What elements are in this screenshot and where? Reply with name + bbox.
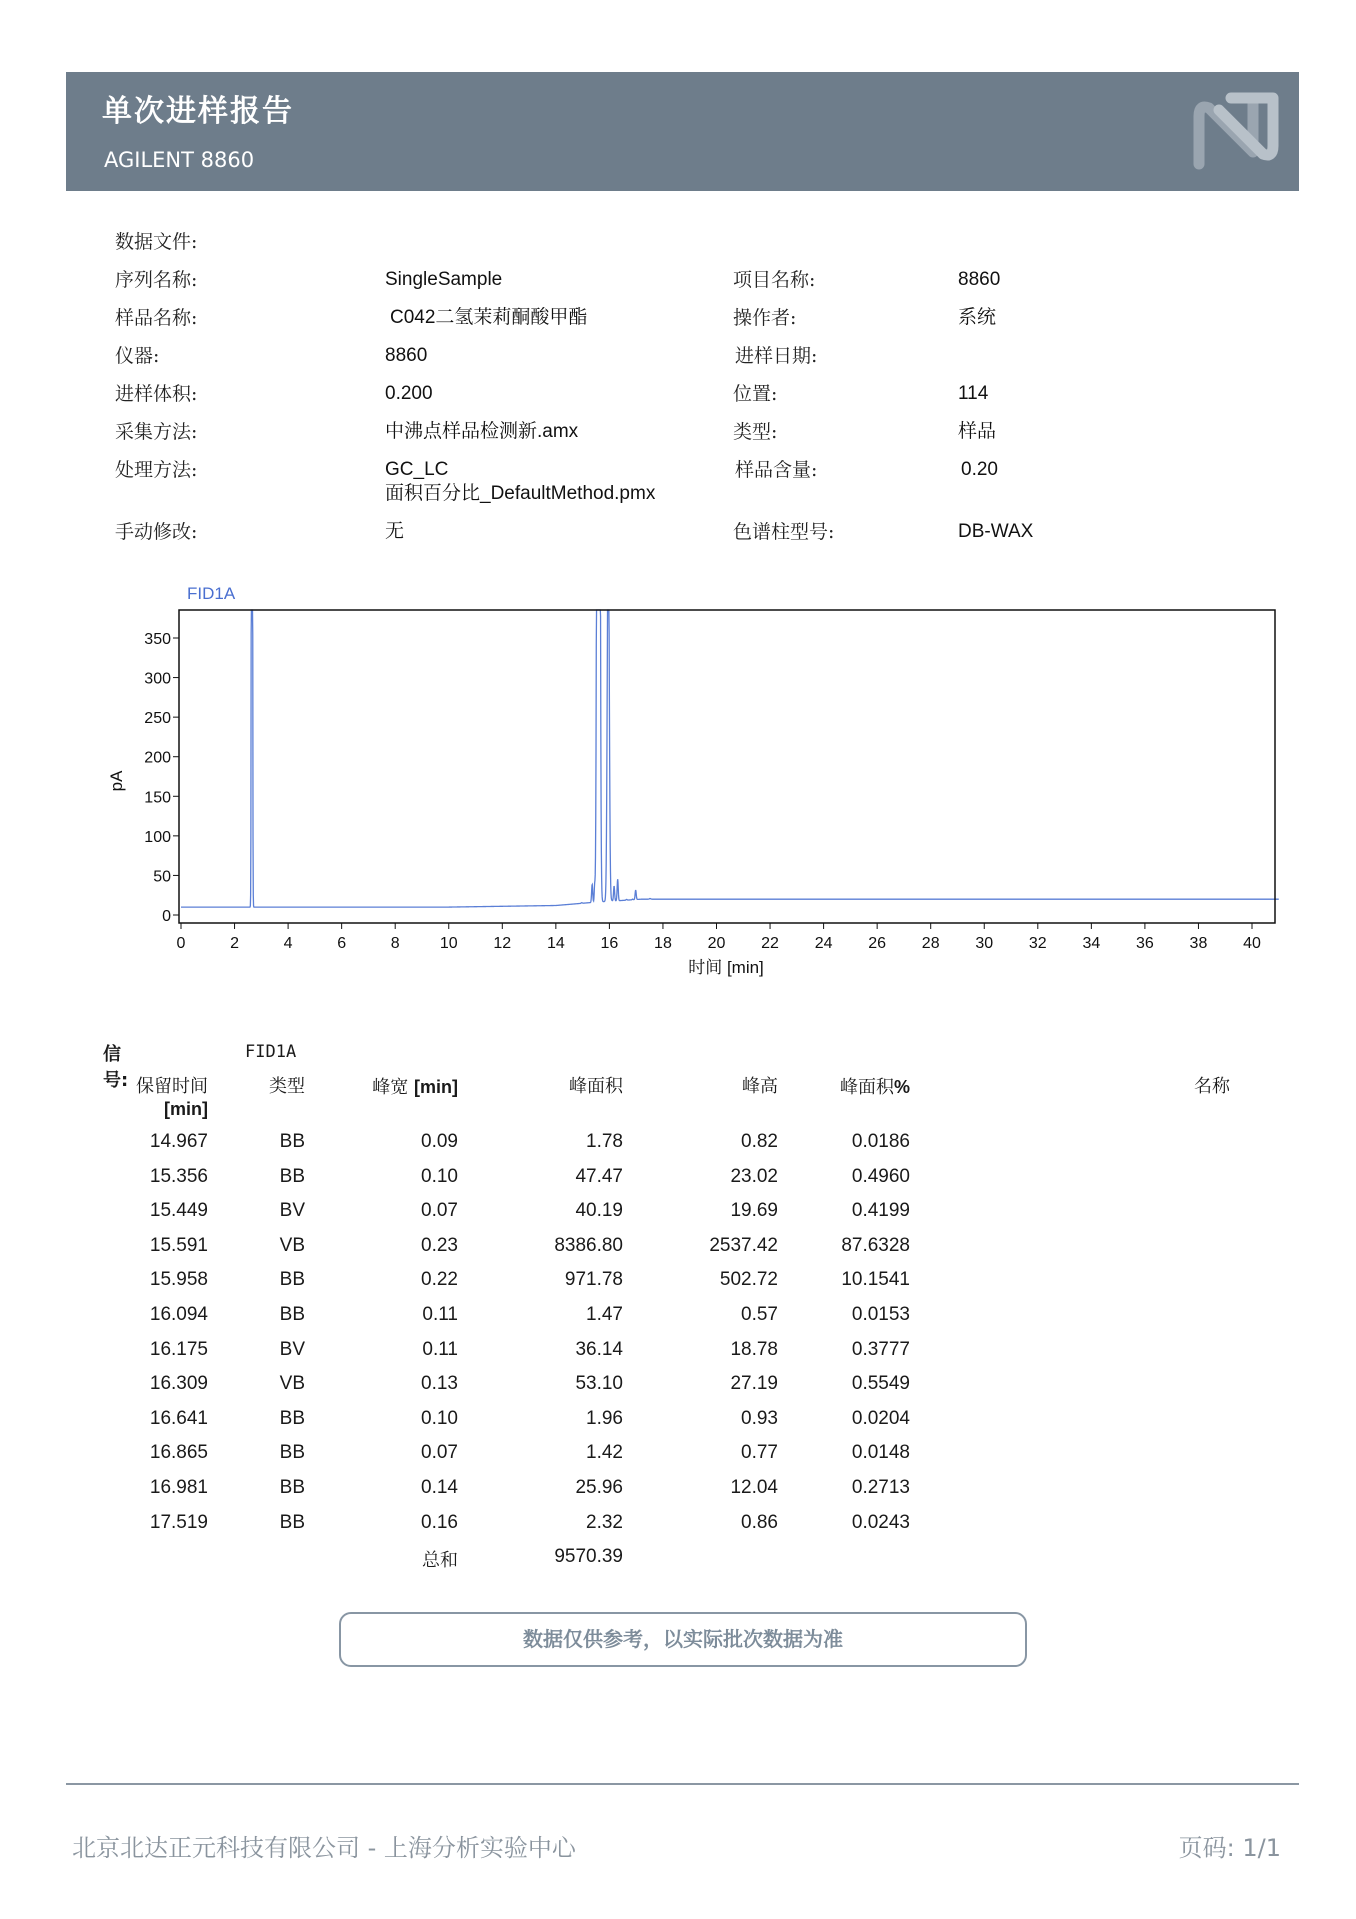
col-header-rt-unit: [min] <box>164 1099 208 1119</box>
table-cell-height: 0.57 <box>741 1304 778 1325</box>
table-cell-rt: 16.309 <box>149 1373 208 1395</box>
table-cell-area-pct: 0.5549 <box>851 1373 910 1395</box>
inject-date-label: 进样日期: <box>735 345 818 367</box>
table-cell-type: BB <box>279 1304 305 1325</box>
position-label: 位置: <box>733 383 778 405</box>
chart-title: FID1A <box>187 584 236 603</box>
position-value: 114 <box>958 383 989 404</box>
table-cell-height: 0.77 <box>741 1442 778 1464</box>
type-value: 样品 <box>958 421 997 442</box>
signal-value: FID1A <box>245 1042 297 1062</box>
table-cell-width: 0.13 <box>421 1373 458 1395</box>
column-value: DB-WAX <box>958 521 1034 542</box>
table-cell-rt: 16.641 <box>149 1407 208 1429</box>
x-tick-label: 20 <box>707 935 726 952</box>
footer-company: 北京北达正元科技有限公司 - 上海分析实验中心 <box>72 1834 576 1862</box>
table-cell-width: 0.11 <box>422 1304 458 1325</box>
col-header-height: 峰高 <box>742 1076 778 1097</box>
footer-divider <box>66 1783 1299 1785</box>
x-tick-label: 8 <box>390 935 400 952</box>
table-cell-width: 0.11 <box>422 1338 458 1360</box>
table-cell-type: BB <box>279 1511 305 1533</box>
table-cell-type: VB <box>279 1373 305 1395</box>
table-cell-height: 0.93 <box>741 1407 778 1429</box>
total-value: 9570.39 <box>554 1546 623 1567</box>
table-cell-rt: 16.094 <box>149 1304 208 1325</box>
x-tick-label: 22 <box>761 935 779 952</box>
report-header <box>66 72 1299 191</box>
table-cell-area: 2.32 <box>586 1511 623 1533</box>
acq-method-label: 采集方法: <box>115 421 198 443</box>
table-cell-area: 8386.80 <box>554 1234 623 1256</box>
table-cell-height: 0.82 <box>741 1131 778 1152</box>
project-value: 8860 <box>958 269 1001 290</box>
y-tick-label: 250 <box>144 710 171 728</box>
proc-method-label: 处理方法: <box>115 459 198 481</box>
table-cell-area: 1.96 <box>586 1407 623 1429</box>
table-cell-height: 23.02 <box>730 1165 778 1187</box>
volume-label: 进样体积: <box>115 383 198 405</box>
chart-x-axis-label: 时间 [min] <box>688 958 764 977</box>
y-tick-label: 100 <box>144 828 171 846</box>
x-tick-label: 6 <box>337 935 347 952</box>
table-cell-type: VB <box>279 1234 305 1256</box>
table-cell-width: 0.09 <box>421 1131 458 1152</box>
proc-method-value-2: 面积百分比_DefaultMethod.pmx <box>385 483 656 504</box>
proc-method-value-1: GC_LC <box>385 459 449 480</box>
type-label: 类型: <box>733 421 778 443</box>
report-title: 单次进样报告 <box>102 94 294 129</box>
table-cell-area: 971.78 <box>564 1269 623 1291</box>
table-cell-area-pct: 0.4960 <box>851 1165 910 1187</box>
x-tick-label: 38 <box>1189 935 1208 952</box>
col-header-type: 类型 <box>269 1076 305 1097</box>
col-header-area: 峰面积 <box>569 1076 623 1097</box>
table-cell-height: 18.78 <box>730 1338 778 1360</box>
sample-label: 样品名称: <box>115 307 198 329</box>
operator-label: 操作者: <box>733 307 797 329</box>
table-cell-type: BV <box>279 1338 305 1360</box>
table-cell-area-pct: 0.0153 <box>851 1304 910 1325</box>
table-cell-area: 40.19 <box>575 1200 623 1222</box>
table-cell-type: BB <box>279 1131 305 1152</box>
table-cell-height: 19.69 <box>730 1200 778 1222</box>
table-cell-area: 25.96 <box>575 1477 623 1498</box>
table-cell-type: BB <box>279 1165 305 1187</box>
col-header-area-pct-text: 峰面积 <box>839 1077 894 1098</box>
table-cell-area-pct: 0.0186 <box>851 1131 910 1152</box>
table-cell-type: BB <box>279 1269 305 1291</box>
table-cell-height: 502.72 <box>719 1269 778 1291</box>
table-cell-height: 12.04 <box>730 1477 778 1498</box>
table-cell-area-pct: 87.6328 <box>841 1234 910 1256</box>
table-cell-rt: 15.591 <box>149 1234 208 1256</box>
data-file-label: 数据文件: <box>115 231 198 253</box>
x-tick-label: 12 <box>493 935 512 952</box>
table-cell-rt: 15.958 <box>149 1269 208 1291</box>
table-cell-width: 0.23 <box>421 1234 458 1256</box>
table-cell-type: BB <box>279 1477 305 1498</box>
table-cell-area-pct: 0.0148 <box>851 1442 910 1464</box>
x-tick-label: 14 <box>546 935 565 952</box>
sequence-label: 序列名称: <box>115 269 198 291</box>
table-cell-width: 0.10 <box>421 1165 458 1187</box>
table-cell-rt: 15.356 <box>149 1165 208 1187</box>
table-cell-rt: 16.175 <box>149 1338 208 1360</box>
table-cell-width: 0.16 <box>421 1511 458 1533</box>
table-cell-area: 53.10 <box>575 1373 623 1395</box>
footer-page-number: 页码: 1/1 <box>1178 1834 1281 1862</box>
table-cell-rt: 16.981 <box>149 1477 208 1498</box>
x-tick-label: 36 <box>1136 935 1154 952</box>
column-label: 色谱柱型号: <box>733 521 835 543</box>
instrument-value: 8860 <box>385 345 428 366</box>
table-cell-area-pct: 10.1541 <box>841 1269 910 1291</box>
x-tick-label: 26 <box>868 935 887 952</box>
table-cell-width: 0.10 <box>421 1407 458 1429</box>
table-cell-type: BV <box>279 1200 305 1222</box>
operator-value: 系统 <box>958 307 997 328</box>
x-tick-label: 16 <box>600 935 619 952</box>
table-cell-width: 0.14 <box>421 1477 458 1498</box>
reference-notice: 数据仅供参考，以实际批次数据为准 <box>339 1612 1027 1667</box>
sequence-value: SingleSample <box>385 269 503 290</box>
col-header-width <box>372 1076 458 1099</box>
x-tick-label: 32 <box>1028 935 1047 952</box>
col-header-rt-text: 保留时间 <box>136 1076 208 1097</box>
y-tick-label: 150 <box>144 789 171 807</box>
x-tick-label: 10 <box>439 935 458 952</box>
x-tick-label: 2 <box>230 935 240 952</box>
table-cell-area-pct: 0.0204 <box>851 1407 910 1429</box>
table-cell-area-pct: 0.3777 <box>851 1338 910 1360</box>
y-tick-label: 200 <box>144 749 171 767</box>
x-tick-label: 40 <box>1243 935 1261 952</box>
instrument-subtitle: AGILENT 8860 <box>104 148 255 172</box>
sample-value: C042二氢茉莉酮酸甲酯 <box>390 307 588 328</box>
y-tick-label: 300 <box>144 670 171 688</box>
table-cell-rt: 17.519 <box>149 1511 208 1533</box>
signal-label: 信号: <box>103 1044 129 1091</box>
table-cell-height: 27.19 <box>730 1373 778 1395</box>
col-header-name: 名称 <box>1194 1076 1230 1097</box>
table-cell-rt: 14.967 <box>149 1131 208 1152</box>
table-cell-area-pct: 0.4199 <box>851 1200 910 1222</box>
table-cell-area: 47.47 <box>575 1165 623 1187</box>
chart-y-axis-label: pA <box>107 770 126 792</box>
x-tick-label: 30 <box>975 935 994 952</box>
table-cell-area: 1.47 <box>586 1304 623 1325</box>
y-tick-label: 50 <box>153 868 171 886</box>
table-cell-area-pct: 0.2713 <box>851 1477 910 1498</box>
chromatogram-chart <box>100 575 1280 980</box>
manual-label: 手动修改: <box>115 521 198 543</box>
table-cell-height: 2537.42 <box>709 1234 778 1256</box>
table-cell-area: 1.78 <box>586 1131 623 1152</box>
col-header-width-unit: [min] <box>414 1077 458 1097</box>
manual-value: 无 <box>385 521 405 542</box>
x-tick-label: 28 <box>921 935 940 952</box>
col-header-area-pct-unit: % <box>893 1077 910 1097</box>
table-cell-area: 1.42 <box>586 1442 623 1464</box>
col-header-area-pct <box>840 1076 910 1099</box>
table-cell-width: 0.07 <box>421 1442 458 1464</box>
x-tick-label: 0 <box>176 935 186 952</box>
x-tick-label: 34 <box>1082 935 1101 952</box>
y-tick-label: 0 <box>162 908 171 925</box>
table-cell-width: 0.22 <box>421 1269 458 1291</box>
chart-plot-frame <box>179 610 1275 923</box>
col-header-rt <box>136 1076 208 1121</box>
table-cell-area-pct: 0.0243 <box>851 1511 910 1533</box>
table-cell-width: 0.07 <box>421 1200 458 1222</box>
agilent-n-logo-icon <box>1191 86 1281 176</box>
table-cell-height: 0.86 <box>741 1511 778 1533</box>
table-cell-area: 36.14 <box>575 1338 623 1360</box>
acq-method-value: 中沸点样品检测新.amx <box>385 421 579 442</box>
volume-value: 0.200 <box>385 383 433 404</box>
col-header-width-text: 峰宽 <box>372 1077 414 1098</box>
total-label: 总和 <box>422 1550 458 1571</box>
amount-label: 样品含量: <box>735 459 818 481</box>
table-cell-type: BB <box>279 1407 305 1429</box>
table-cell-type: BB <box>279 1442 305 1464</box>
x-tick-label: 24 <box>814 935 833 952</box>
instrument-label: 仪器: <box>115 345 160 367</box>
x-tick-label: 18 <box>654 935 672 952</box>
project-label: 项目名称: <box>733 269 816 291</box>
table-cell-rt: 16.865 <box>149 1442 208 1464</box>
table-cell-rt: 15.449 <box>149 1200 208 1222</box>
chromatogram-trace <box>181 610 1279 907</box>
y-tick-label: 350 <box>144 631 171 648</box>
x-tick-label: 4 <box>283 935 293 952</box>
amount-value: 0.20 <box>961 459 998 480</box>
